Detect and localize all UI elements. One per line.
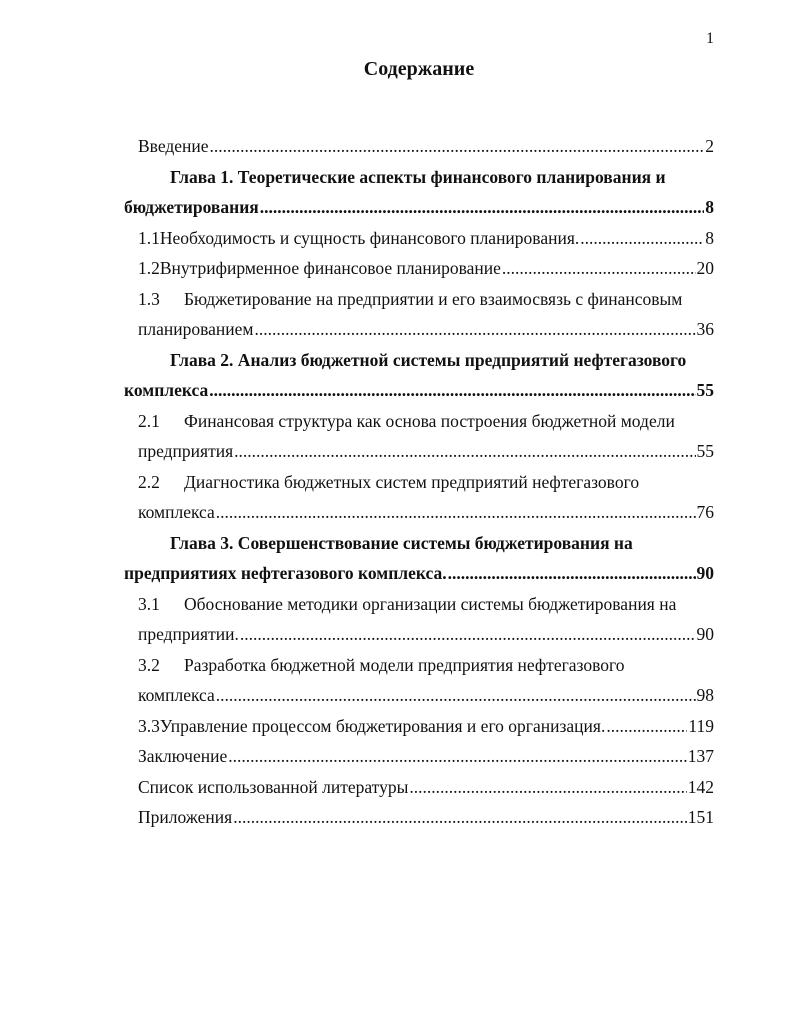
toc-number: 3.1	[138, 594, 160, 614]
toc-label: Список использованной литературы	[138, 777, 409, 797]
toc-label: Обоснование методики организации системы бюджетирования на	[184, 594, 677, 614]
toc-label: предприятия	[138, 441, 234, 461]
toc-chapter-1-line1: Глава 1. Теоретические аспекты финансового планирования и	[170, 167, 666, 187]
toc-chapter-3-line1: Глава 3. Совершенствование системы бюджетирования на	[170, 533, 633, 553]
toc-entry-intro	[138, 136, 714, 157]
toc-page: 8	[705, 197, 714, 217]
toc-entry-3-3	[138, 716, 714, 737]
toc-entry-1-1	[138, 228, 714, 249]
toc-page: 151	[687, 807, 714, 827]
toc-number: 3.3	[138, 716, 160, 736]
toc-entry-1-3	[138, 319, 714, 340]
toc-page: 55	[696, 441, 714, 461]
toc-entry-3-1	[138, 624, 714, 645]
toc-entry-references	[138, 777, 714, 798]
toc-number: 2.1	[138, 411, 160, 431]
toc-page: 90	[696, 624, 714, 644]
toc-page: 20	[696, 258, 714, 278]
toc-page: 8	[705, 228, 714, 248]
toc-label: планированием	[138, 319, 254, 339]
toc-number: 1.3	[138, 289, 160, 309]
toc-page: 98	[696, 685, 714, 705]
toc-label: комплекса	[138, 502, 215, 522]
toc-entry-chapter-1	[124, 197, 714, 218]
toc-entry-2-2	[138, 502, 714, 523]
toc-label: Заключение	[138, 746, 228, 766]
toc-entry-2-1-line1	[138, 411, 675, 432]
toc-label: Бюджетирование на предприятии и его взаимосвязь с финансовым	[184, 289, 683, 309]
page-title: Содержание	[363, 58, 475, 80]
toc-number: 3.2	[138, 655, 160, 675]
toc-label: Разработка бюджетной модели предприятия нефтегазового	[184, 655, 625, 675]
toc-label: комплекса	[124, 380, 209, 400]
toc-entry-conclusion	[138, 746, 714, 767]
toc-page: 36	[696, 319, 714, 339]
toc-entry-appendix	[138, 807, 714, 828]
toc-label: Финансовая структура как основа построения бюджетной модели	[184, 411, 675, 431]
toc-label: Необходимость и сущность финансового планирования.	[159, 228, 580, 248]
toc-label: предприятии.	[138, 624, 239, 644]
toc-entry-1-2	[138, 258, 714, 279]
toc-number: 2.2	[138, 472, 160, 492]
toc-entry-3-2	[138, 685, 714, 706]
page-number: 1	[706, 30, 714, 47]
toc-chapter-2-line1: Глава 2. Анализ бюджетной системы предприятий нефтегазового	[170, 350, 687, 370]
toc-number: 1.1	[138, 228, 160, 248]
toc-label: Приложения	[138, 807, 233, 827]
toc-entry-chapter-3	[124, 563, 714, 584]
toc-label: бюджетирования	[124, 197, 259, 217]
toc-page: 142	[687, 777, 714, 797]
toc-entry-2-1	[138, 441, 714, 462]
toc-number: 1.2	[138, 258, 160, 278]
toc-entry-1-3-line1	[138, 289, 682, 310]
toc-page: 76	[696, 502, 714, 522]
toc-label: Диагностика бюджетных систем предприятий нефтегазового	[184, 472, 640, 492]
toc-entry-chapter-2	[124, 380, 714, 401]
toc-page: 137	[687, 746, 714, 766]
toc-label: Внутрифирменное финансовое планирование	[159, 258, 501, 278]
toc-page: 90	[696, 563, 714, 583]
toc-page: 55	[696, 380, 714, 400]
toc-page: 119	[688, 716, 714, 736]
toc-label: предприятиях нефтегазового комплекса.	[124, 563, 447, 583]
toc-label: Введение	[138, 136, 209, 156]
toc-page: 2	[705, 136, 714, 156]
toc-entry-3-1-line1	[138, 594, 676, 615]
toc-label: комплекса	[138, 685, 215, 705]
toc-label: Управление процессом бюджетирования и его организация.	[159, 716, 606, 736]
toc-entry-3-2-line1	[138, 655, 624, 676]
toc-entry-2-2-line1	[138, 472, 639, 493]
